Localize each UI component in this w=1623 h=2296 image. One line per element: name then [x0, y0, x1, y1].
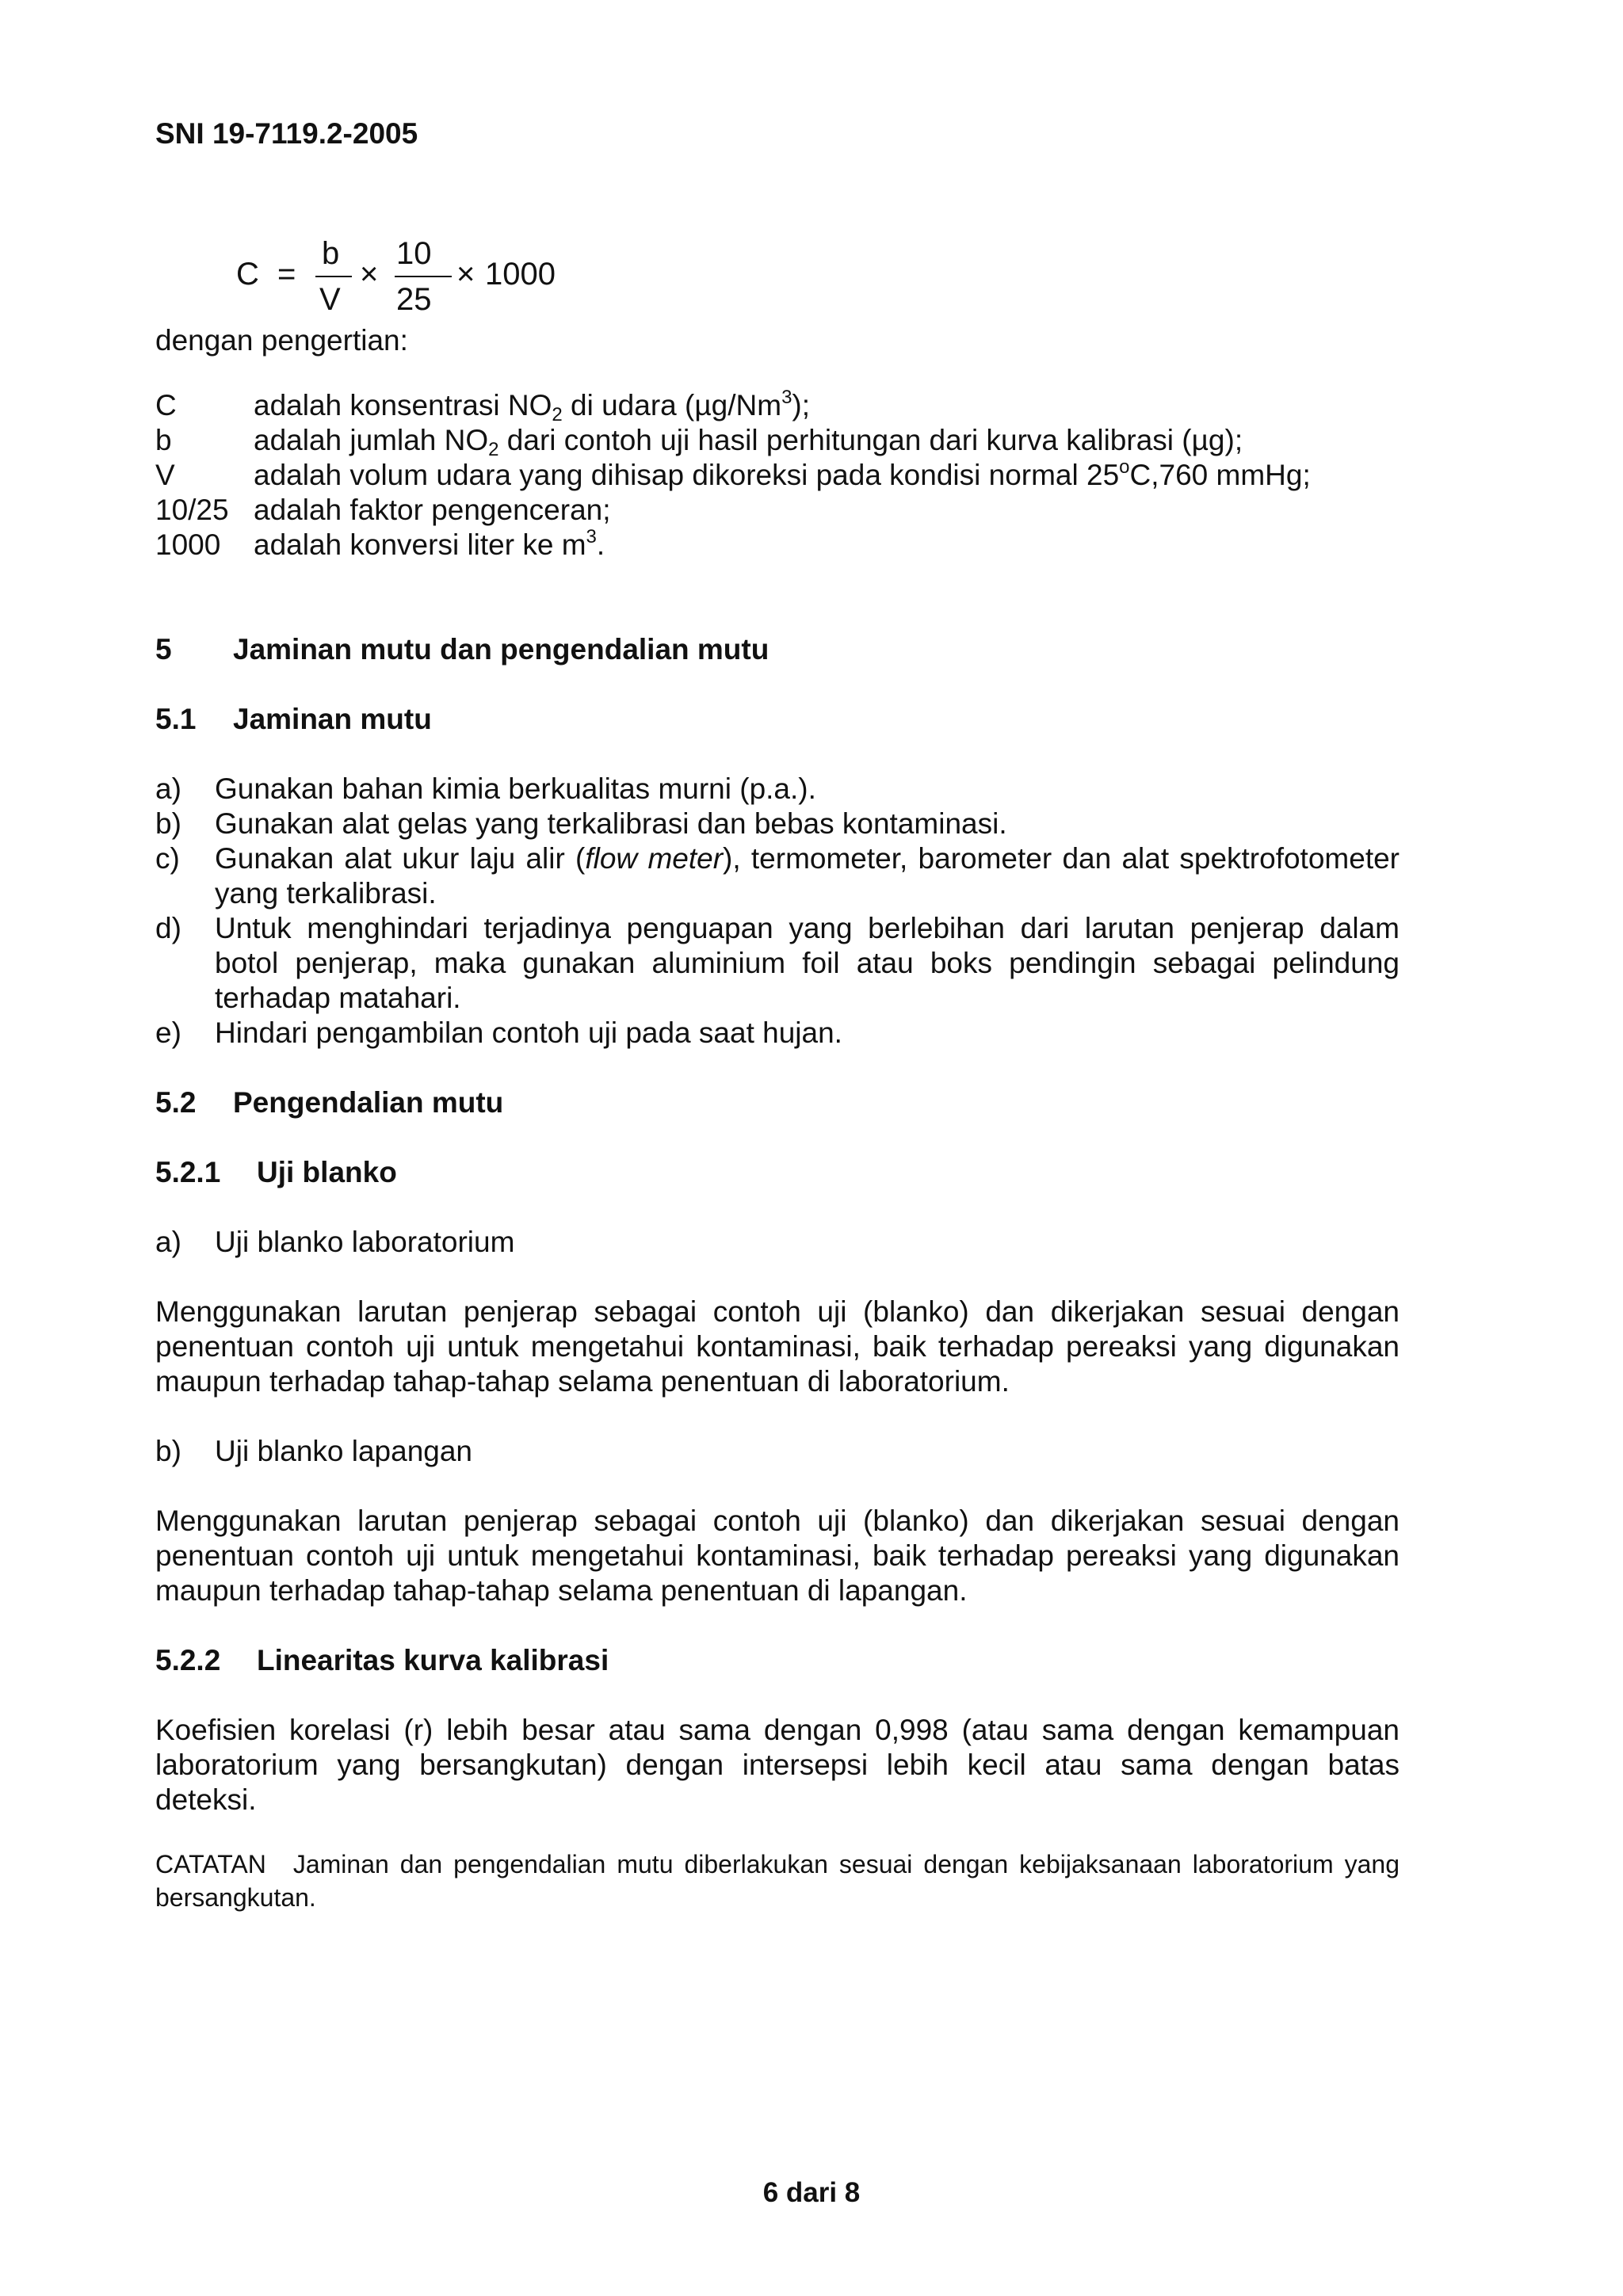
definition-symbol: V — [155, 459, 175, 491]
list-text: Gunakan alat ukur laju alir (flow meter), termometer, barometer dan alat spektrofotometer yang terkalibrasi. — [215, 842, 1400, 910]
list-text: Hindari pengambilan contoh uji pada saat hujan. — [215, 1016, 842, 1049]
list-label: a) — [155, 772, 181, 805]
definition-symbol: 1000 — [155, 528, 221, 561]
section-number: 5.2.2 — [155, 1644, 221, 1676]
list-label: d) — [155, 912, 181, 944]
section-title: Linearitas kurva kalibrasi — [257, 1644, 609, 1676]
definition-symbol: 10/25 — [155, 494, 229, 526]
section-title: Jaminan mutu — [233, 703, 432, 735]
section-title: Uji blanko — [257, 1156, 397, 1188]
list-text: Untuk menghindari terjadinya penguapan yang berlebihan dari larutan penjerap dalam botol penjerap, maka gunakan aluminium foil atau boks pendingin sebagai pelindung terhadap matahari. — [215, 912, 1400, 1014]
note-label: CATATAN — [155, 1850, 266, 1878]
list-text: Gunakan bahan kimia berkualitas murni (p.a.). — [215, 772, 816, 805]
definition-symbol: b — [155, 424, 172, 456]
section-title: Pengendalian mutu — [233, 1086, 504, 1119]
paragraph: Koefisien korelasi (r) lebih besar atau sama dengan 0,998 (atau sama dengan kemampuan laboratorium yang bersangkutan) dengan intersepsi lebih kecil atau sama dengan batas deteksi. — [155, 1714, 1400, 1816]
page-number: 6 dari 8 — [762, 2177, 861, 2208]
fraction-bar-2 — [395, 276, 452, 277]
list-item — [155, 1016, 1400, 1051]
definition-text: adalah konsentrasi $NO_2$ di udara (µg/Nm$^3$); — [254, 387, 811, 425]
paragraph: Menggunakan larutan penjerap sebagai contoh uji (blanko) dan dikerjakan sesuai dengan penentuan contoh uji untuk mengetahui kontaminasi, baik terhadap pereaksi yang digunakan maupun terhadap tahap-tahap selama penentuan di laboratorium. — [155, 1295, 1400, 1398]
formula-times-2: × — [456, 257, 475, 292]
definition-symbol: C — [155, 389, 177, 421]
list-label: c) — [155, 842, 180, 875]
fraction-bar-1 — [315, 276, 352, 277]
definition-text: adalah volum udara yang dihisap dikoreksi pada kondisi normal 25$^o$C,760 mmHg; — [254, 456, 1311, 491]
list-text: Uji blanko lapangan — [215, 1435, 473, 1467]
note-text: Jaminan dan pengendalian mutu diberlakukan sesuai dengan kebijaksanaan laboratorium yang bersangkutan. — [155, 1850, 1400, 1912]
list-label: b) — [155, 807, 181, 840]
list-item — [155, 1225, 1400, 1260]
list-label: a) — [155, 1226, 181, 1258]
definition-text: adalah konversi liter ke $m^3$. — [254, 526, 605, 561]
formula-numerator-1: b — [322, 236, 340, 271]
section-number: 5.1 — [155, 703, 197, 735]
formula-denominator-2: 25 — [396, 282, 432, 317]
section-number: 5.2 — [155, 1086, 197, 1119]
formula-numerator-2: 10 — [396, 236, 432, 271]
list-label: e) — [155, 1016, 181, 1049]
definition-text: adalah faktor pengenceran; — [254, 494, 611, 526]
formula-equals: = — [277, 257, 296, 292]
note — [155, 1848, 1400, 1914]
paragraph: Menggunakan larutan penjerap sebagai contoh uji (blanko) dan dikerjakan sesuai dengan penentuan contoh uji untuk mengetahui kontaminasi, baik terhadap pereaksi yang digunakan maupun terhadap tahap-tahap selama penentuan di lapangan. — [155, 1505, 1400, 1607]
formula-times-1: × — [360, 257, 379, 292]
list-item — [155, 1434, 1400, 1469]
list-item — [155, 807, 1400, 841]
list-text: Uji blanko laboratorium — [215, 1226, 515, 1258]
list-item — [155, 841, 1400, 911]
definitions-intro: dengan pengertian: — [155, 324, 408, 357]
list-item — [155, 772, 1400, 807]
definition-text: adalah jumlah $NO_2$ dari contoh uji hasil perhitungan dari kurva kalibrasi (µg); — [254, 424, 1243, 460]
list-text: Gunakan alat gelas yang terkalibrasi dan bebas kontaminasi. — [215, 807, 1007, 840]
section-number: 5 — [155, 633, 172, 666]
formula-denominator-1: V — [319, 282, 341, 317]
formula-factor: 1000 — [485, 257, 556, 292]
section-number: 5.2.1 — [155, 1156, 221, 1188]
formula-lhs: C — [236, 257, 259, 292]
document-header: SNI 19-7119.2-2005 — [155, 117, 418, 150]
section-title: Jaminan mutu dan pengendalian mutu — [233, 633, 769, 666]
list-item — [155, 911, 1400, 1016]
list-label: b) — [155, 1435, 181, 1467]
